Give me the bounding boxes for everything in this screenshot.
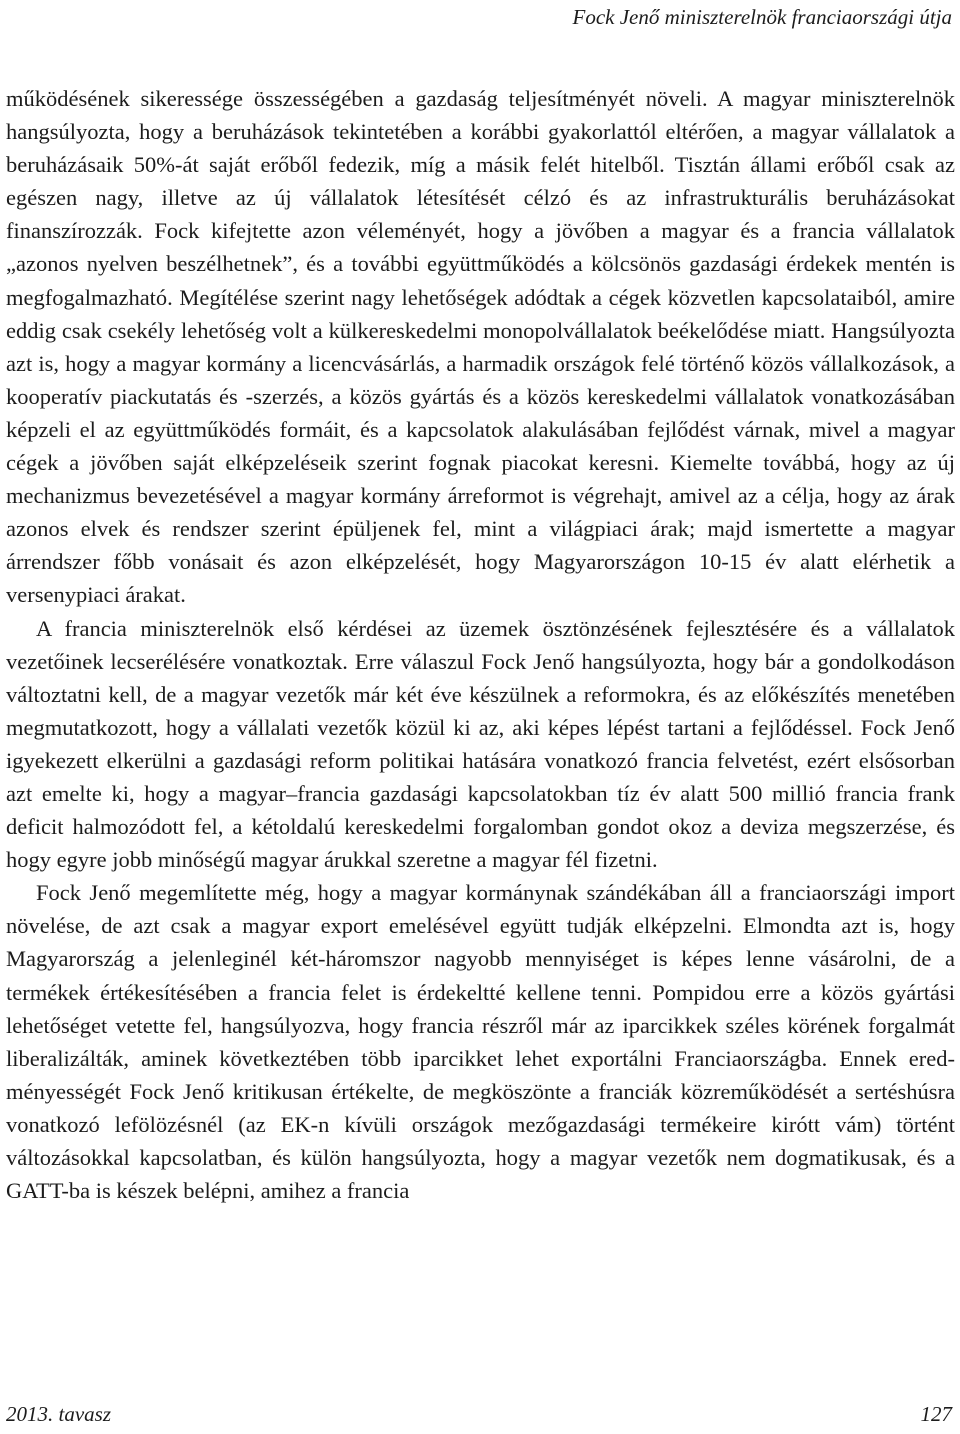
body-text — [6, 82, 955, 1207]
page-number: 127 — [920, 1402, 952, 1426]
page-footer — [6, 1400, 952, 1428]
running-header-title: Fock Jenő miniszterelnök franciaországi útja — [572, 5, 952, 29]
paragraph-2: A francia miniszterelnök első kérdései az üzemek ösztönzésének fejlesztésére és a vállalatok vezetőinek lecserélésére vonatkoztak. Erre válaszul Fock Jenő hangsúlyozta, hogy bár a gondolkodáson változtatni kell, de a magyar vezetők már két éve készülnek a reformokra, és az előkészítés menetében megmutatkozott, hogy a vállalati vezetők közül ki az, aki képes lépést tartani a fejlődéssel. Fock Jenő igyekezett elkerülni a gazdasági reform politikai hatására vonatkozó francia felvetést, ezért elsősorban azt emelte ki, hogy a magyar–francia gazdasági kapcsolatokban tíz év alatt 500 millió francia frank deficit halmozódott fel, a kétoldalú kereskedelmi forgalomban gondot okoz a deviza megszerzése, és hogy egyre jobb minőségű magyar árukkal szeretne a magyar fél fizetni. — [6, 615, 955, 873]
paragraph-1: működésének sikeressége összességében a gazdaság teljesítményét növeli. A magyar miniszterelnök hangsúlyozta, hogy a beruházások tekintetében a korábbi gyakorlattól eltérően, a magyar vállalatok a beruházásaik 50%-át saját erőből fedezik, míg a másik felét hitelből. Tisztán állami erőből csak az egészen nagy, illetve az új vállalatok létesítését célzó és az infrastrukturális beruházásokat finanszírozzák. Fock kifejtette azon véleményét, hogy a jövőben a magyar és a francia vállalatok „azonos nyelven beszélhetnek”, és a további együttműködés a kölcsönös gazdasági érdekek mentén is megfogalmazható. Megítélése szerint nagy lehetőségek adódtak a cégek közvetlen kapcsolataiból, amire eddig csak csekély lehetőség volt a külkereskedelmi monopolvállalatok beékelődése miatt. Hangsúlyozta azt is, hogy a magyar kormány a licencvásárlás, a harmadik országok felé történő közös vállalkozások, a kooperatív piackutatás és -szerzés, a közös gyártás és a közös kereskedelmi vállalatok vonatkozásában képzeli el az együttműködés formáit, és a kapcsolatok alakulásában fejlődést várnak, mivel a magyar cégek a jövőben saját elképzeléseik szerint fognak piacokat keresni. Kiemelte továbbá, hogy az új mechanizmus bevezetésével a magyar kormány árreformot is végrehajt, amivel az a célja, hogy az árak azonos elvek és rendszer szerint épüljenek fel, mint a világpiaci árak; majd ismertette a magyar árrendszer főbb vonásait és azon elképzelését, hogy Magyarországon 10-15 év alatt elérhetik a versenypiaci árakat. — [6, 86, 955, 608]
issue-label: 2013. tavasz — [6, 1402, 111, 1426]
paragraph-3: Fock Jenő megemlítette még, hogy a magyar kormánynak szándékában áll a franciaországi import növelése, de azt csak a magyar export emelésével együtt tudják elképzelni. Elmondta azt is, hogy Magyarország a jelenleginél két-háromszor nagyobb mennyiséget is képes lenne vásárolni, de a termékek értékesítésében a francia felet is érdekeltté kellene tenni. Pompidou erre a közös gyártási lehetőséget vetette fel, hangsúlyozva, hogy francia részről már az iparcikkek széles körének forgalmát liberalizálták, aminek következtében több iparcikket lehet exportálni Franciaországba. Ennek eredményességét Fock Jenő kritikusan értékelte, de megköszönte a franciák közreműködését a sertéshúsra vonatkozó lefölözésnél (az EK-n kívüli országok mezőgazdasági termékeire kirótt vám) történt változásokkal kapcsolatban, és külön hangsúlyozta, hogy a magyar vezetők nem dogmatikusak, és a GATT-ba is készek belépni, amihez a francia — [6, 880, 955, 1204]
